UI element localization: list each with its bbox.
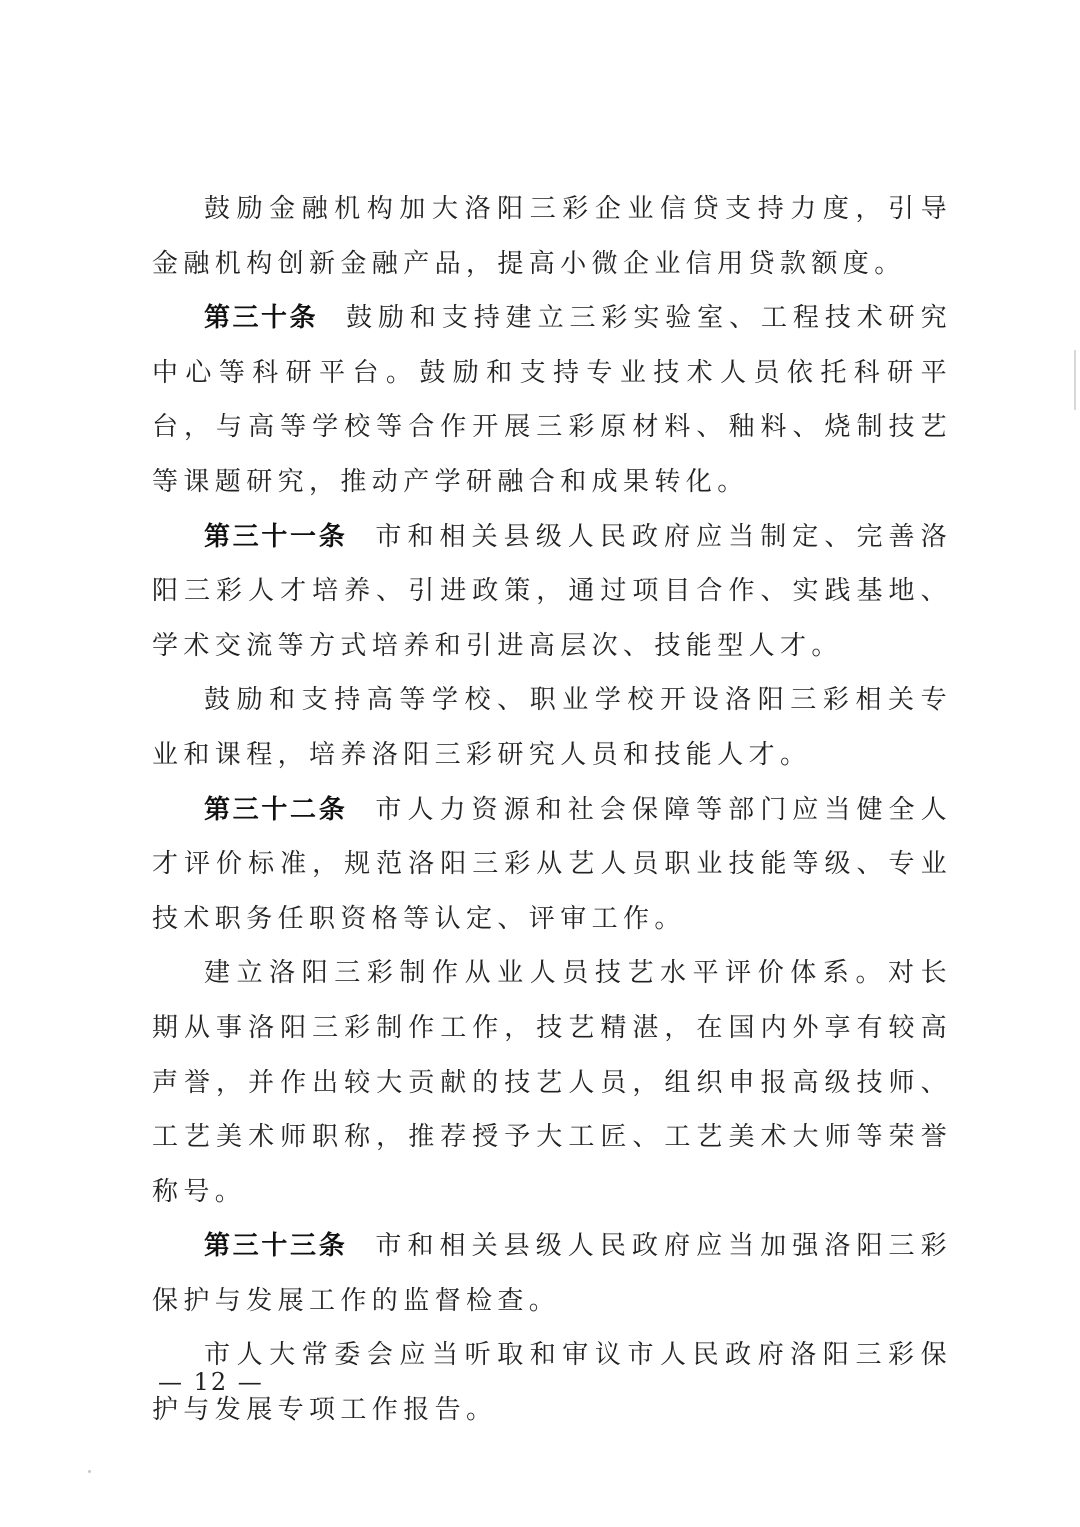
article-31: [152, 510, 952, 674]
page-number: — 12 —: [158, 1368, 264, 1396]
scan-speck: [88, 1470, 91, 1473]
article-text: 鼓励和支持建立三彩实验室、工程技术研究中心等科研平台。鼓励和支持专业技术人员依托科研平台，与高等学校等合作开展三彩原材料、釉料、烧制技艺等课题研究，推动产学研融合和成果转化。: [152, 303, 952, 497]
paragraph-text: 鼓励和支持高等学校、职业学校开设洛阳三彩相关专业和课程，培养洛阳三彩研究人员和技能人才。: [152, 685, 952, 770]
paragraph-text: 市人大常委会应当听取和审议市人民政府洛阳三彩保护与发展专项工作报告。: [152, 1340, 952, 1426]
article-32: [152, 783, 952, 947]
article-text: 市和相关县级人民政府应当制定、完善洛阳三彩人才培养、引进政策，通过项目合作、实践基地、学术交流等方式培养和引进高层次、技能型人才。: [152, 521, 952, 661]
article-number: 第三十二条: [204, 794, 348, 825]
paragraph-evaluation-system: [152, 946, 952, 1219]
article-text: 市人力资源和社会保障等部门应当健全人才评价标准，规范洛阳三彩从艺人员职业技能等级、专业技术职务任职资格等认定、评审工作。: [152, 794, 952, 934]
paragraph-supervision-report: [152, 1328, 952, 1437]
article-number: 第三十条: [204, 303, 319, 334]
article-number: 第三十三条: [204, 1231, 348, 1262]
article-30: [152, 291, 952, 509]
article-text: 市和相关县级人民政府应当加强洛阳三彩保护与发展工作的监督检查。: [152, 1231, 952, 1316]
paragraph-financial-support: [152, 182, 952, 291]
article-number: 第三十一条: [204, 521, 348, 552]
document-body: [152, 182, 952, 1438]
scan-edge-mark: [1074, 350, 1076, 410]
article-33: [152, 1219, 952, 1328]
paragraph-text: 建立洛阳三彩制作从业人员技艺水平评价体系。对长期从事洛阳三彩制作工作，技艺精湛，在国内外享有较高声誉，并作出较大贡献的技艺人员，组织申报高级技师、工艺美术师职称，推荐授予大工匠、工艺美术大师等荣誉称号。: [152, 958, 952, 1207]
paragraph-education: [152, 673, 952, 782]
paragraph-text: 鼓励金融机构加大洛阳三彩企业信贷支持力度，引导金融机构创新金融产品，提高小微企业信用贷款额度。: [152, 194, 952, 279]
